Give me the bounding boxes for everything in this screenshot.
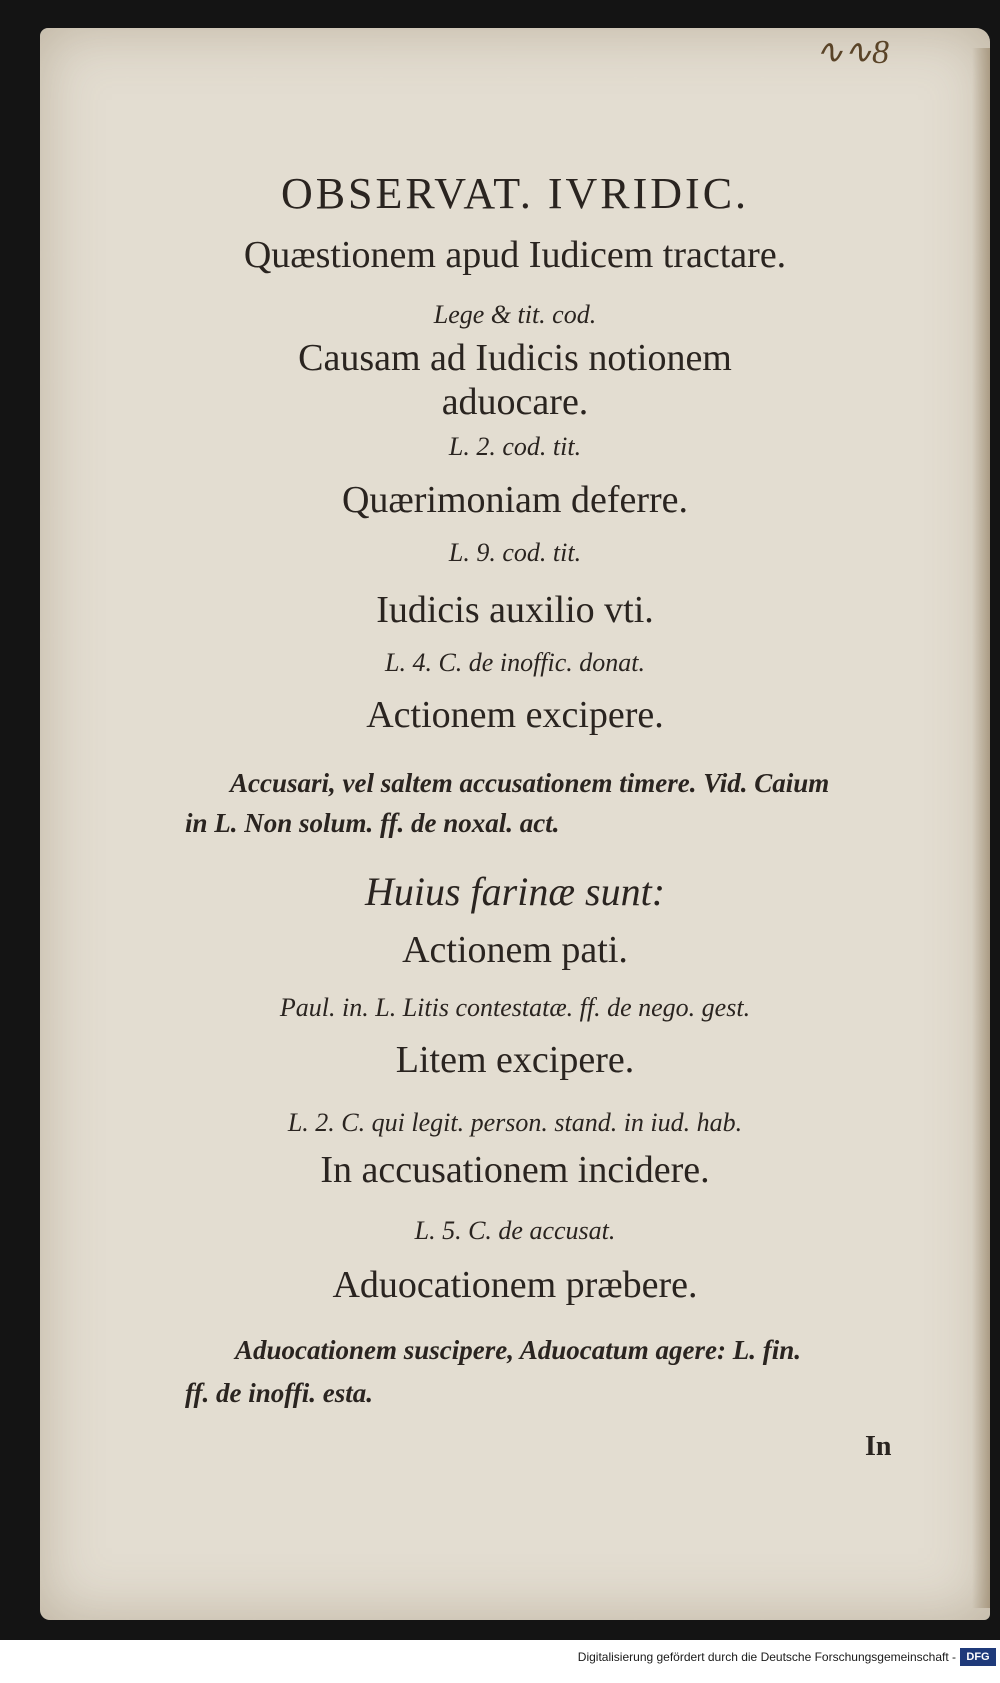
dfg-logo-icon: DFG — [960, 1648, 996, 1666]
entry-phrase: Causam ad Iudicis notionem — [298, 337, 732, 379]
entry-phrase: Actionem pati. — [402, 929, 628, 971]
margin-mark: ∿∿8 — [815, 34, 889, 71]
entry-phrase: aduocare. — [441, 381, 589, 423]
entry-citation: Lege & tit. cod. — [433, 300, 597, 329]
entry-phrase: Quærimoniam deferre. — [341, 479, 689, 521]
section-heading: Huius farinæ sunt: — [364, 869, 666, 914]
entry-citation: L. 2. C. qui legit. person. stand. in iud. hab. — [287, 1108, 743, 1137]
entry-citation: L. 4. C. de inoffic. donat. — [385, 648, 645, 677]
running-header: OBSERVAT. IVRIDIC. — [280, 169, 750, 218]
entry-phrase: Quæstionem apud Iudicem tractare. — [243, 234, 787, 276]
entry-citation: L. 9. cod. tit. — [448, 538, 582, 567]
footer-bar — [0, 1640, 1000, 1683]
entry-citation: Paul. in. L. Litis contestatæ. ff. de nego. gest. — [279, 993, 751, 1022]
entry-phrase: In accusationem incidere. — [320, 1149, 710, 1191]
entry-note: Aduocationem suscipere, Aduocatum agere: L. fin. — [235, 1335, 801, 1365]
entry-phrase: Iudicis auxilio vti. — [376, 589, 654, 631]
entry-phrase: Litem excipere. — [395, 1039, 635, 1081]
entry-note: Accusari, vel saltem accusationem timere. Vid. Caium — [230, 768, 830, 798]
entry-phrase: Actionem excipere. — [366, 694, 664, 736]
book-page — [40, 28, 990, 1620]
entry-citation: L. 2. cod. tit. — [448, 432, 582, 461]
catchword: In — [865, 1431, 892, 1462]
entry-citation: L. 5. C. de accusat. — [414, 1216, 616, 1245]
footer-credit: Digitalisierung gefördert durch die Deutsche Forschungsgemeinschaft - — [577, 1650, 956, 1664]
page-edge-shadow — [972, 48, 990, 1608]
entry-note: in L. Non solum. ff. de noxal. act. — [185, 808, 560, 838]
entry-note: ff. de inoffi. esta. — [185, 1378, 373, 1408]
entry-phrase: Aduocationem præbere. — [332, 1264, 698, 1306]
